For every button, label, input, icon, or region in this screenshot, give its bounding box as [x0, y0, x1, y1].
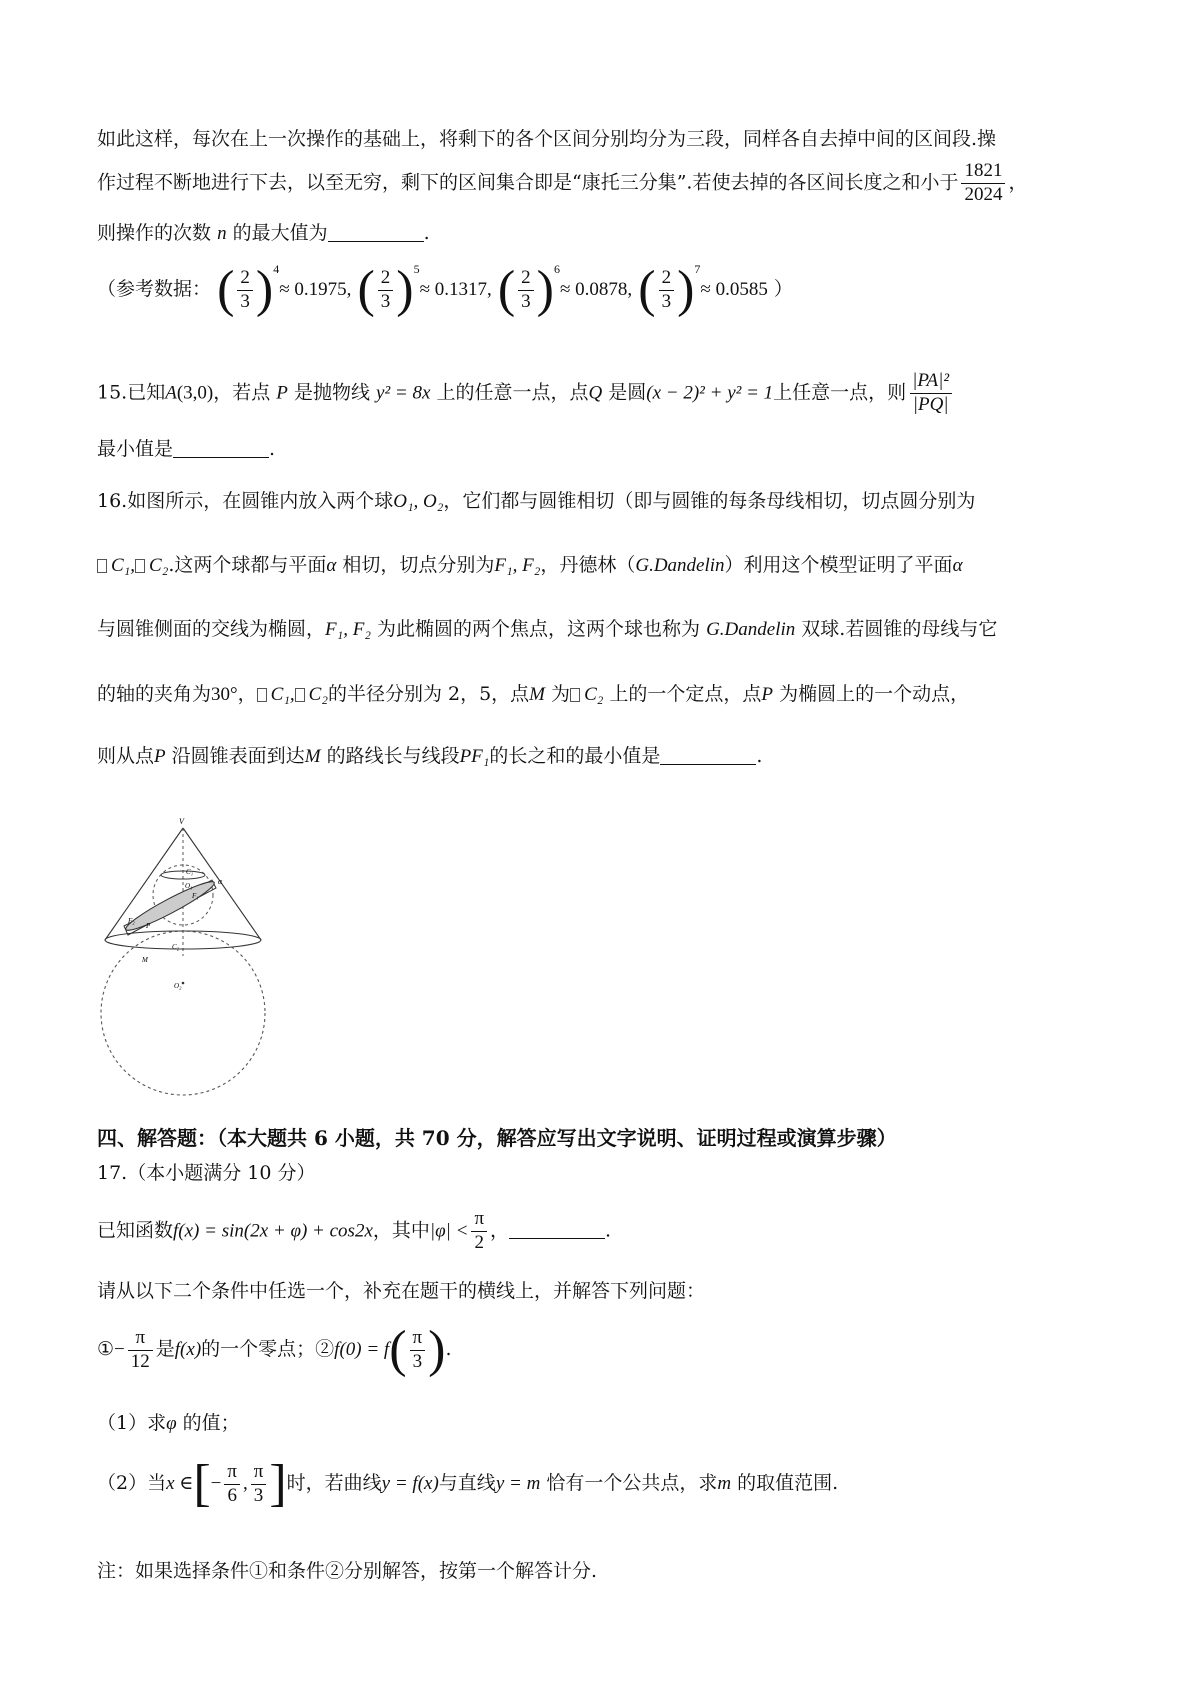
p15-line1: 15.已知A(3,0)，若点 P 是抛物线 y² = 8x 上的任意一点，点Q 是圆(x − 2)² + y² = 1上任意一点，则 $\frac{\text{|PA|²}}{|PQ|}$ — [97, 370, 955, 417]
fraction-1821-2024: $\frac{1821}{2024}$ — [961, 160, 1005, 207]
circle-symbol-icon — [257, 688, 267, 702]
p16-line4: 的轴的夹角为30°， C₁, C₂的半径分别为 2，5，点M 为 C₂ 上的一个定点，点P 为椭圆上的一个动点， — [97, 683, 970, 705]
circle-symbol-icon — [97, 559, 107, 573]
p17-header: 17.（本小题满分 10 分） — [97, 1162, 316, 1184]
ref-item-2: ( $\frac{2}{3}$ )$^5$≈ 0.1317, — [357, 261, 492, 318]
label-f1: F₁ — [192, 892, 199, 900]
p14-reference-data: （参考数据： ( $\frac{2}{3}$ )$^4$≈ 0.1975, ( $\frac{2}{3}$ )$^5$≈ 0.1317, ( $\frac{2}{3}$ )$^6$≈ 0.0878, ( $\frac{2}{3}$ )$^7$≈ 0.0585 ） — [97, 261, 793, 318]
point-o2 — [182, 982, 185, 985]
p14-line1: 如此这样，每次在上一次操作的基础上，将剩下的各个区间分别均分为三段，同样各自去掉中间的区间段.操 — [97, 128, 997, 150]
section4-title: 四、解答题：（本大题共 6 小题，共 70 分，解答应写出文字说明、证明过程或演算步骤） — [97, 1126, 897, 1150]
ref-item-1: ( $\frac{2}{3}$ )$^4$≈ 0.1975, — [217, 261, 352, 318]
label-o2: O₂ — [174, 982, 182, 990]
p17-line1: 已知函数f(x) = sin(2x + φ) + cos2x，其中|φ| < $\frac{\pi}{2}$ ， . — [97, 1208, 612, 1253]
p16-line1: 16.如图所示，在圆锥内放入两个球O₁, O₂，它们都与圆锥相切（即与圆锥的每条母线相切，切点圆分别为 — [97, 490, 976, 512]
label-f2: F₂ — [128, 917, 135, 925]
label-o1: O₁ — [185, 882, 193, 890]
p17-note: 注：如果选择条件①和条件②分别解答，按第一个解答计分. — [97, 1560, 598, 1582]
p17-line2: 请从以下二个条件中任选一个，补充在题干的横线上，并解答下列问题： — [97, 1280, 706, 1302]
section-ellipse — [123, 876, 218, 935]
p16-line5: 则从点P 沿圆锥表面到达M 的路线长与线段PF₁的长之和的最小值是 . — [97, 745, 763, 768]
p15-line2: 最小值是 . — [97, 438, 276, 461]
circle-symbol-icon — [570, 688, 580, 702]
fraction-pa-pq: $\frac{\text{|PA|²}}{|PQ|}$ — [909, 370, 952, 417]
label-m: M — [142, 956, 148, 964]
p17-question1: （1）求φ 的值； — [97, 1412, 240, 1434]
circle-symbol-icon — [295, 688, 305, 702]
p17-conditions: ①− $\frac{\pi}{12}$ 是f(x)的一个零点；②f(0) = f( $\frac{\pi}{3}$ ). — [97, 1321, 452, 1378]
label-v: V — [179, 818, 184, 826]
label-p: P — [146, 922, 151, 930]
dandelin-spheres-figure — [88, 818, 278, 1118]
label-c2: C₂ — [172, 943, 180, 951]
cone-base-c2 — [105, 931, 261, 949]
ref-item-3: ( $\frac{2}{3}$ )$^6$≈ 0.0878, — [497, 261, 633, 318]
answer-blank — [173, 437, 269, 458]
ref-item-4: ( $\frac{2}{3}$ )$^7$≈ 0.0585 — [638, 261, 768, 318]
p16-line2: C₁, C₂.这两个球都与平面α 相切，切点分别为F₁, F₂，丹德林（G.Dandelin）利用这个模型证明了平面α — [97, 554, 963, 578]
circle-symbol-icon — [135, 559, 145, 573]
p17-question2: （2）当x ∈[− $\frac{\pi}{6}$ , $\frac{\pi}{3}$ ]时，若曲线y = f(x)与直线y = m 恰有一个公共点，求m 的取值范围. — [97, 1455, 839, 1512]
answer-blank — [509, 1218, 605, 1239]
answer-blank — [328, 221, 424, 242]
p14-line3: 则操作的次数 n 的最大值为 . — [97, 222, 430, 245]
answer-blank — [660, 744, 756, 765]
p14-line2: 作过程不断地进行下去，以至无穷，剩下的区间集合即是“康托三分集”.若使去掉的各区间长度之和小于 $\frac{1821}{2024}$ ， — [97, 160, 1028, 205]
label-c1: C₁ — [186, 868, 194, 876]
label-alpha: α — [218, 877, 223, 886]
p16-line3: 与圆锥侧面的交线为椭圆，F₁, F₂ 为此椭圆的两个焦点，这两个球也称为 G.Dandelin 双球.若圆锥的母线与它 — [97, 618, 998, 640]
